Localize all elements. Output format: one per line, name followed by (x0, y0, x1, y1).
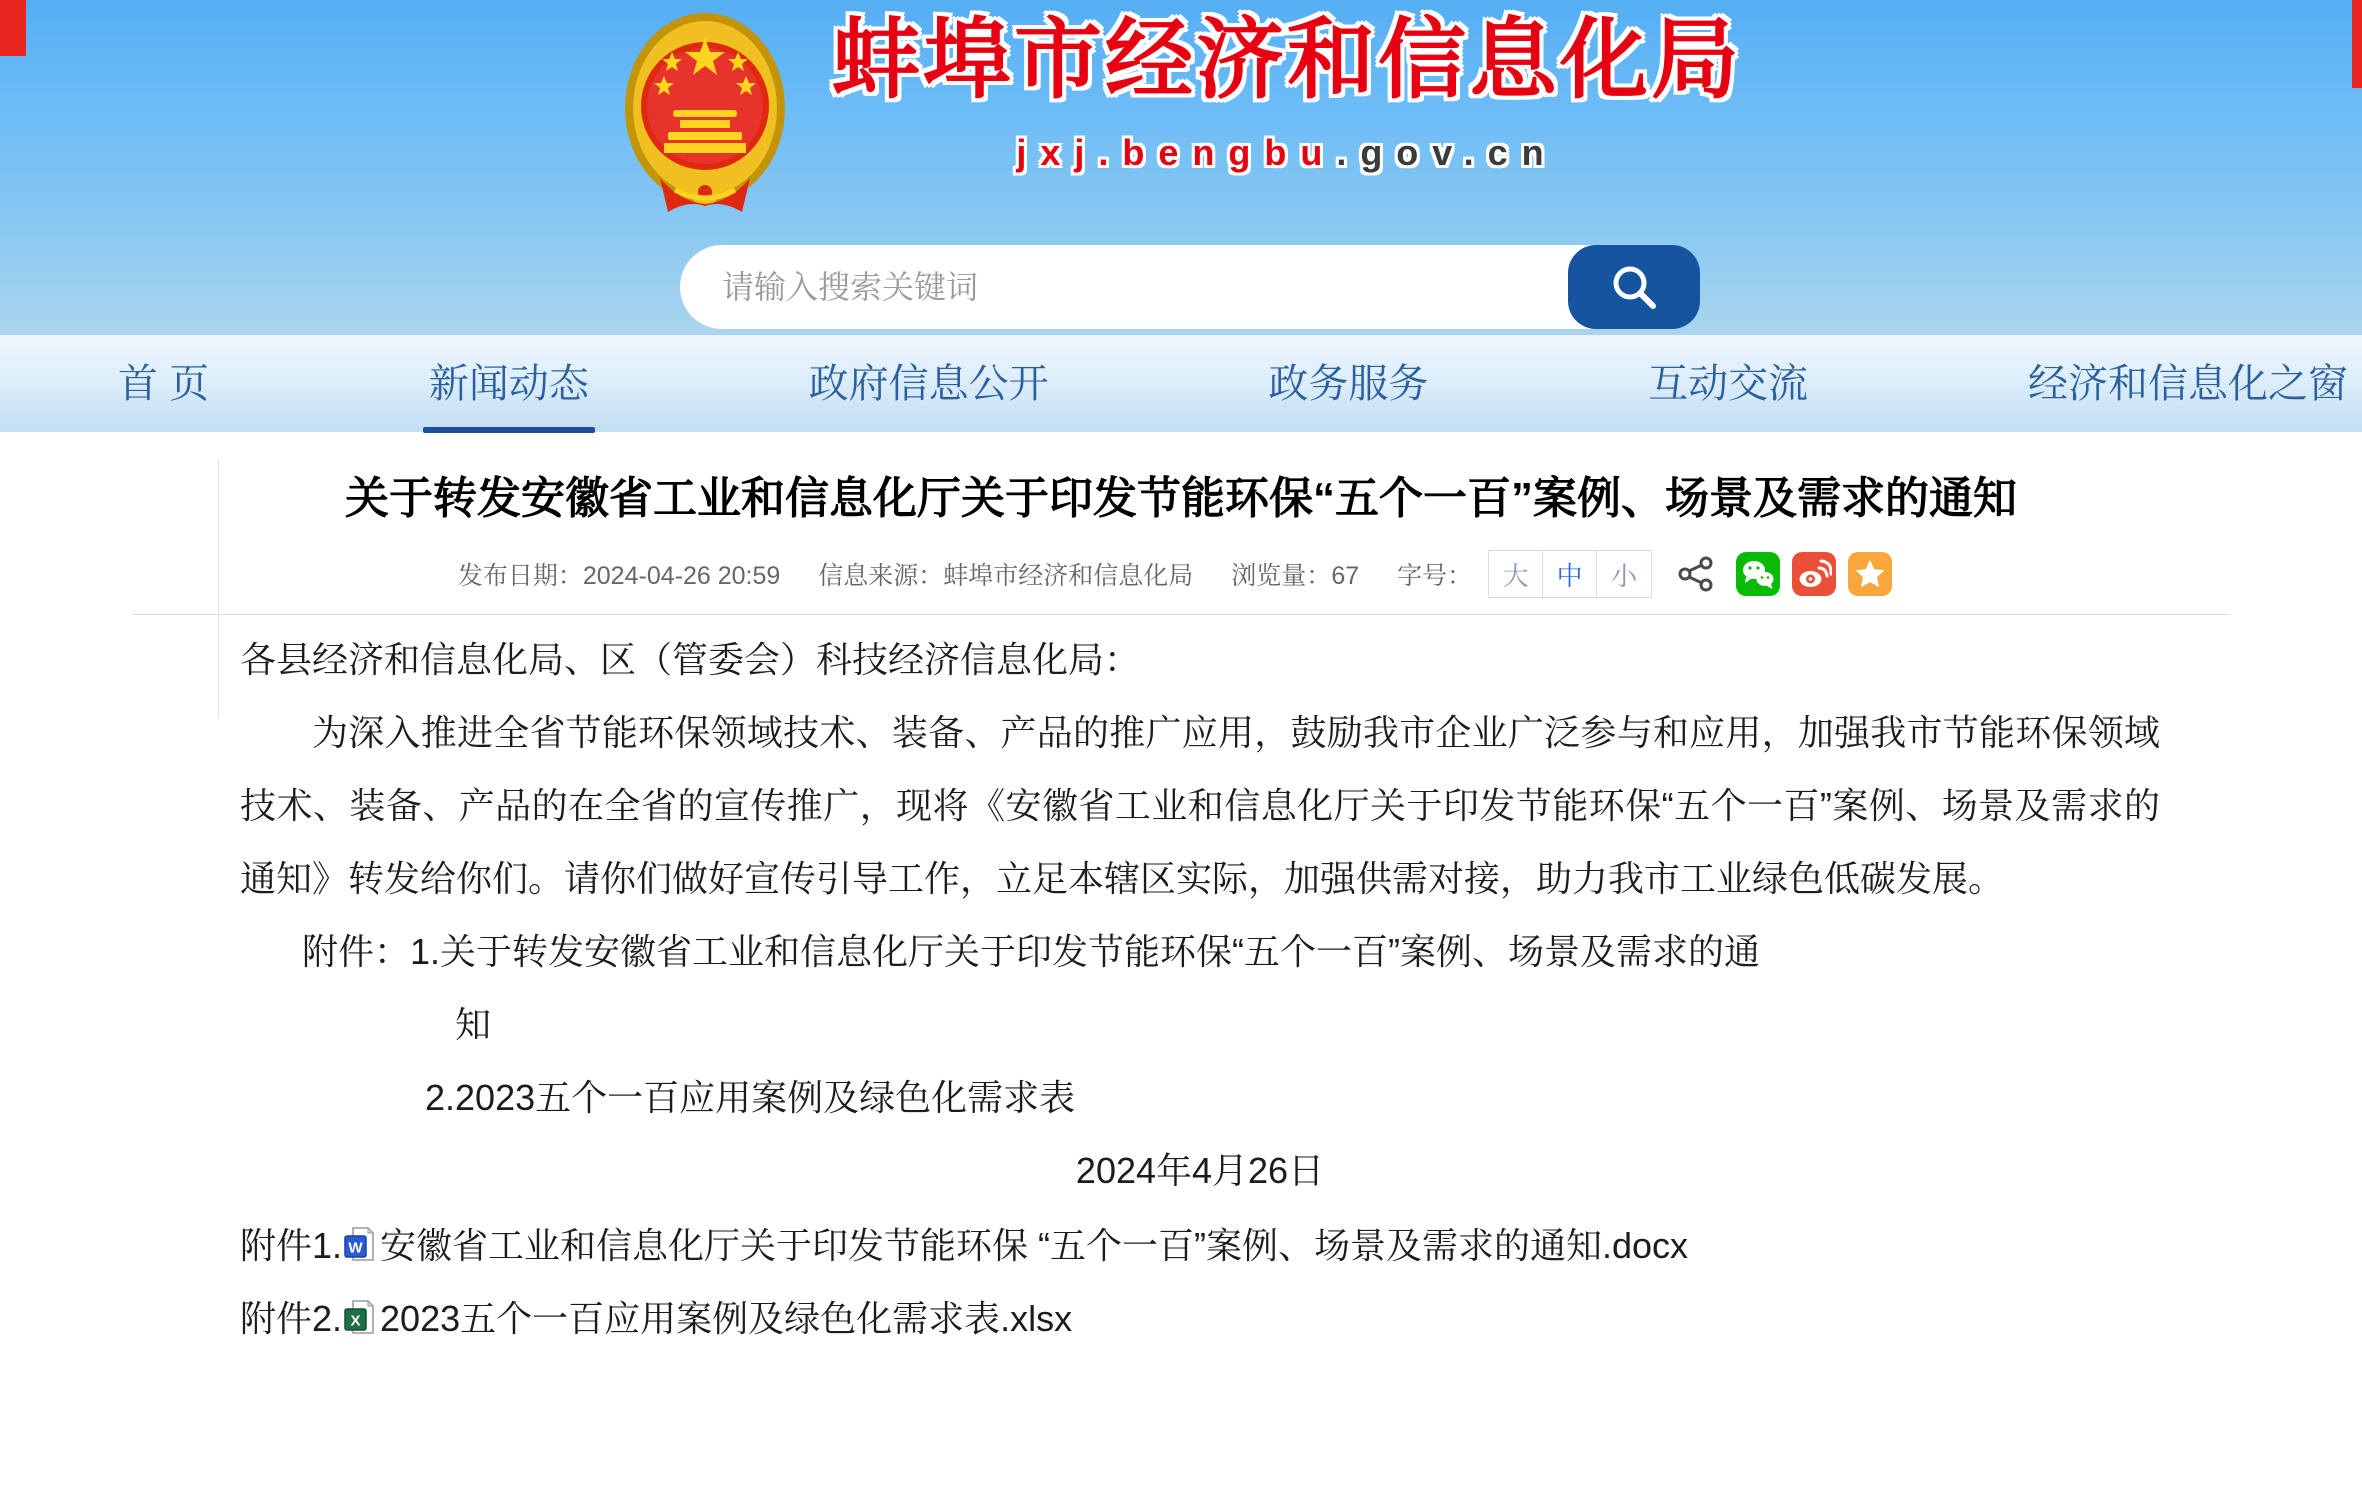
svg-text:W: W (348, 1239, 363, 1256)
attachment-note-line-3: 2.2023五个一百应用案例及绿色化需求表 (425, 1077, 1076, 1118)
attachment-docx-link[interactable]: 安徽省工业和信息化厅关于印发节能环保 “五个一百”案例、场景及需求的通知.docx (380, 1225, 1689, 1266)
word-file-icon (344, 1226, 374, 1262)
view-count-value: 67 (1331, 562, 1360, 590)
font-size-control (1488, 550, 1652, 598)
share-nodes-icon (1676, 554, 1716, 594)
national-emblem-icon (620, 10, 790, 217)
attachment-list (240, 1207, 2160, 1353)
attachment-row (240, 1207, 2160, 1280)
search-icon (1608, 261, 1660, 313)
site-domain-primary: jxj.bengbu (1016, 132, 1337, 173)
main-nav (0, 335, 2362, 432)
corner-accent-right (2352, 0, 2362, 88)
nav-item-label: 政务服务 (1268, 362, 1429, 406)
nav-item-label: 首 页 (118, 362, 210, 406)
attachment-label: 附件2. (240, 1298, 343, 1339)
search-input[interactable] (680, 245, 1700, 329)
attachment-note-line-2: 知 (455, 1004, 492, 1045)
share-weibo-button[interactable] (1792, 552, 1836, 596)
svg-text:X: X (350, 1312, 361, 1329)
nav-item-home[interactable] (118, 352, 209, 415)
article-title: 关于转发安徽省工业和信息化厅关于印发节能环保“五个一百”案例、场景及需求的通知 (345, 474, 2017, 523)
nav-item-label: 互动交流 (1648, 362, 1809, 406)
nav-item-gov-info[interactable] (809, 352, 1049, 415)
salutation: 各县经济和信息化局、区（管委会）科技经济信息化局： (240, 639, 1141, 680)
nav-item-services[interactable] (1268, 352, 1428, 415)
share-button[interactable] (1676, 554, 1716, 594)
article-meta (0, 550, 2362, 598)
article (0, 460, 2362, 1353)
nav-item-label: 政府信息公开 (808, 362, 1049, 406)
weibo-icon (1796, 556, 1832, 592)
article-body (240, 623, 2160, 1207)
view-count-label: 浏览量： (1231, 562, 1332, 590)
font-size-small-button[interactable]: 小 (1597, 551, 1651, 597)
star-icon (1852, 556, 1888, 592)
publish-date-label: 发布日期： (457, 562, 583, 590)
publish-date-value: 2024-04-26 20:59 (582, 562, 781, 590)
nav-item-window[interactable] (2028, 352, 2348, 415)
attachment-label: 附件1. (240, 1225, 343, 1266)
attachment-row (240, 1280, 2160, 1353)
document-date: 2024年4月26日 (1075, 1150, 1325, 1191)
attachment-xlsx-link[interactable]: 2023五个一百应用案例及绿色化需求表.xlsx (380, 1298, 1073, 1339)
share-wechat-button[interactable] (1736, 552, 1780, 596)
main-paragraph: 为深入推进全省节能环保领域技术、装备、产品的推广应用，鼓励我市企业广泛参与和应用，加强我市节能环保领域技术、装备、产品的在全省的宣传推广，现将《安徽省工业和信息化厅关于印发节能环保“五个一百”案例、场景及需求的通知》转发给你们。请你们做好宣传引导工作，立足本辖区实际，加强供需对接，助力我市工业绿色低碳发展。 (240, 712, 2160, 899)
site-title: 蚌埠市经济和信息化局 (831, 10, 1742, 109)
nav-item-label: 经济和信息化之窗 (2027, 362, 2348, 406)
info-source (818, 556, 1193, 592)
search-button[interactable] (1568, 245, 1700, 329)
nav-item-news[interactable] (429, 352, 589, 415)
nav-item-interaction[interactable] (1648, 352, 1808, 415)
nav-active-indicator (423, 427, 595, 433)
site-header (0, 0, 2362, 335)
search-bar (680, 245, 1700, 329)
content-left-rule (218, 460, 219, 718)
info-source-value: 蚌埠市经济和信息化局 (943, 562, 1194, 590)
info-source-label: 信息来源： (818, 562, 944, 590)
wechat-icon (1740, 556, 1776, 592)
meta-divider (132, 614, 2230, 615)
site-domain (832, 132, 1742, 174)
nav-item-label: 新闻动态 (428, 362, 589, 406)
site-domain-secondary: .gov.cn (1336, 132, 1558, 173)
font-size-medium-button[interactable]: 中 (1543, 551, 1597, 597)
view-count (1231, 556, 1359, 592)
corner-accent-left (0, 0, 26, 56)
excel-file-icon (344, 1299, 374, 1335)
attachment-note-line-1: 附件：1.关于转发安徽省工业和信息化厅关于印发节能环保“五个一百”案例、场景及需求的通 (302, 931, 1761, 972)
font-size-label: 字号： (1397, 562, 1473, 590)
share-qzone-button[interactable] (1848, 552, 1892, 596)
font-size-large-button[interactable]: 大 (1489, 551, 1543, 597)
publish-date (458, 556, 780, 592)
